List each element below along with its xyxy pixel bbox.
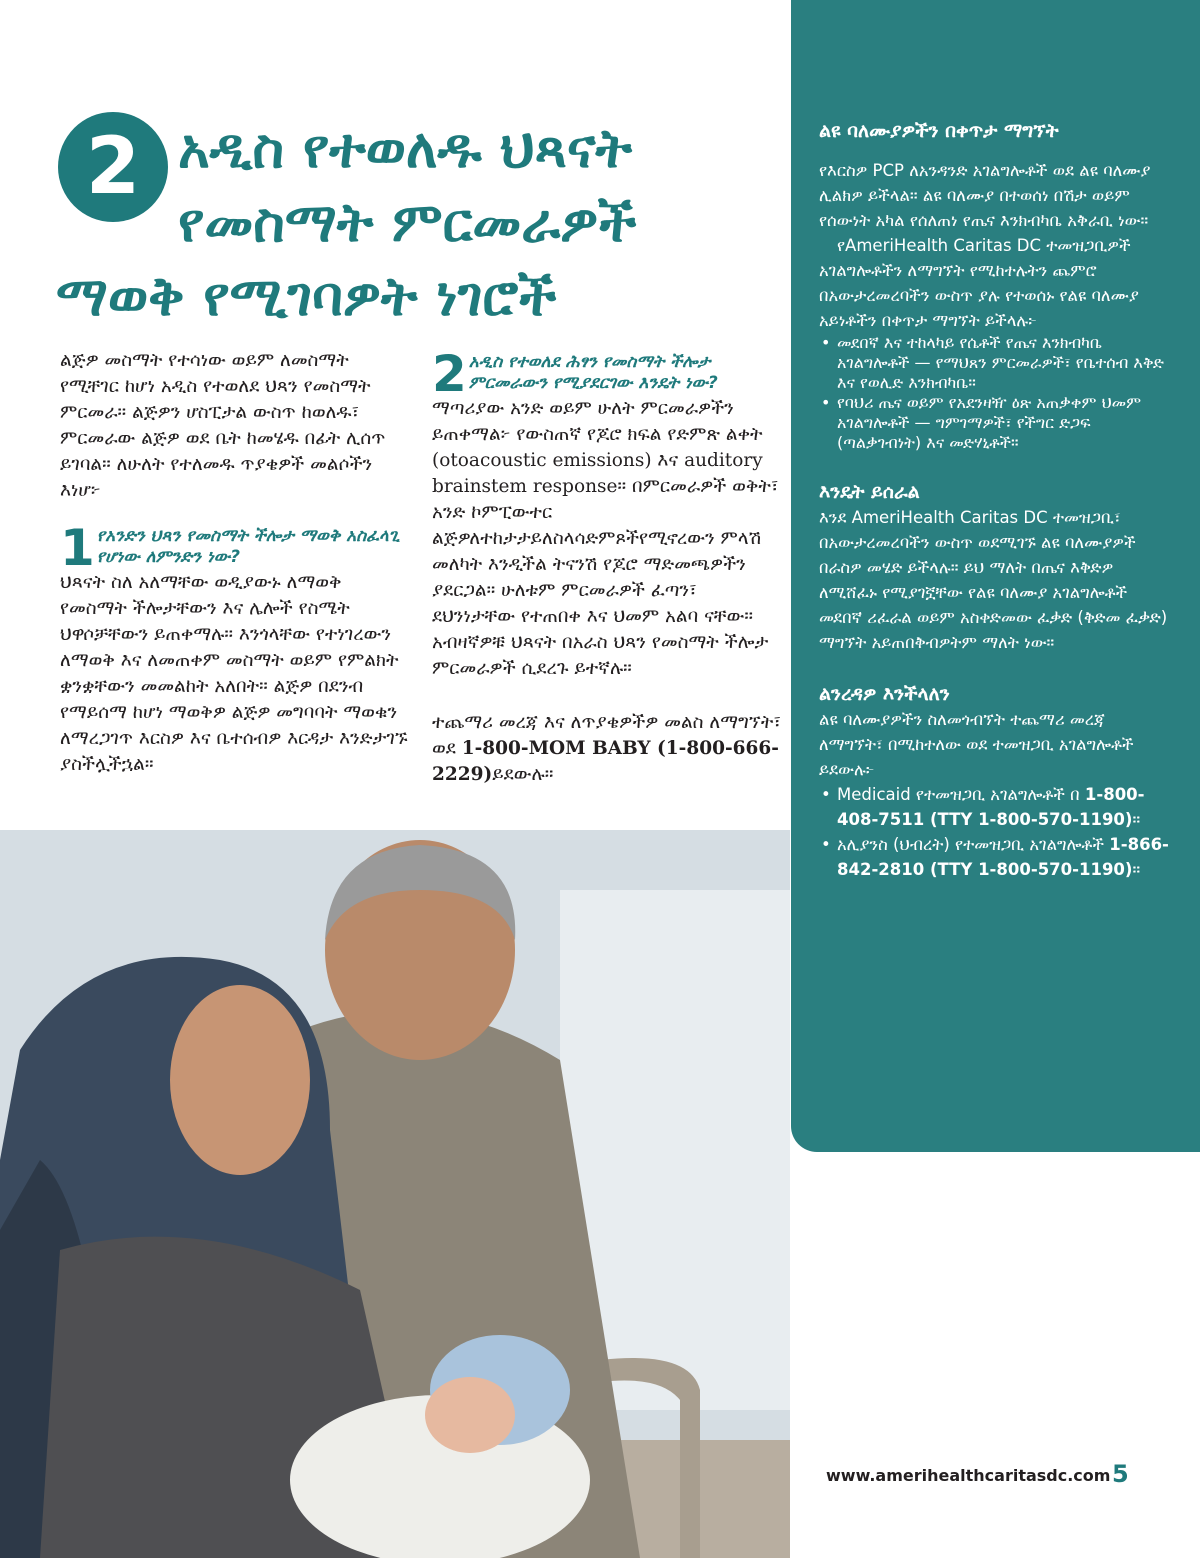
sidebar-section-we-can-help xyxy=(819,681,1173,882)
list-item xyxy=(819,832,1173,882)
article-column-1 xyxy=(60,348,412,778)
article-number-badge: 2 xyxy=(58,112,168,222)
family-newborn-photo xyxy=(0,830,790,1558)
specialist-types-list xyxy=(819,333,1173,453)
sidebar-heading-how-it-works: እንዴት ይሰራል xyxy=(819,481,920,503)
sidebar-heading-direct-access: ልዩ ባለሙያዎችን በቀጥታ ማግኘት xyxy=(819,120,1059,142)
question-2-number: 2 xyxy=(432,345,467,403)
list-item xyxy=(819,782,1173,832)
medicaid-phone-link[interactable]: 1-800-408-7511 (TTY 1-800-570-1190) xyxy=(837,785,1145,829)
member-services-contacts xyxy=(819,782,1173,882)
question-2-text: አዲስ የተወለደ ሕፃን የመስማት ችሎታ ምርመራውን የሚያደርገው እንዴት ነው? xyxy=(468,352,718,393)
medicaid-contact-label: Medicaid የተመዝጋቢ አገልግሎቶች በ xyxy=(837,785,1085,804)
question-2-heading xyxy=(432,345,784,403)
sidebar-members-text: የAmeriHealth Caritas DC ተመዝጋቢዎች አገልግሎቶችን ለማግኘት የሚከተሉትን ጨምሮ በአውታረመረባችን ውስጥ ያሉ የተወሰኑ የልዩ ባለሙያ አይነቶችን በቀጥታ ማግኘት ይችላሉ፦ xyxy=(819,236,1139,330)
sidebar-section-how-it-works xyxy=(819,479,1173,655)
list-item: • መደበኛ እና ተከላካይ የሴቶች የጤና እንክብካቤ አገልግሎቶች — የማህጸን ምርመራዎች፣ የቤተሰብ እቅድ እና የወሊድ እንክብካቤ። xyxy=(819,333,1173,393)
question-1-answer: ህጻናት ስለ አለማቸው ወዲያውኑ ለማወቅ የመስማት ችሎታቸውን እና ሌሎች የስሜት ህዋሶቻቸውን ይጠቀማሉ። እንጎላቸው የተነገረውን ለማወቅ እና ለመጠቀም መስማት ወይም የምልክት ቋንቋቸውን መመልከት አለበት። ልጅዎ በደንብ የማይሰማ ከሆነ ማወቅዎ ልጅዎ መግባባት ማወቁን ለማረጋገጥ እርስዎ እና ቤተሰብዎ እርዳታ እንድታገኙ ያስችሏችኋል። xyxy=(60,572,408,775)
list-item: • የባህሪ ጤና ወይም የአደንዛዥ ዕጽ አጠቃቀም ህመም አገልግሎቶች — ግምገማዎች፣ የችግር ድጋፍ (ጣልቃገብነት) እና መድሃኒቶች። xyxy=(819,393,1173,453)
intro-paragraph: ልጅዎ መስማት የተሳነው ወይም ለመስማት የሚቸገር ከሆነ አዲስ የተወለደ ህጻን የመስማት ምርመራ። ልጅዎን ሆስፒታል ውስጥ ከወለዱ፣ ምርመራው ልጅዎ ወደ ቤት ከመሄዱ በፊት ሊሰጥ ይገባል። ለሁለት የተለመዱ ጥያቄዎች መልሶችን እነሆ፦ xyxy=(60,350,386,501)
sidebar-how-it-works-text: እንደ AmeriHealth Caritas DC ተመዝጋቢ፣ በአውታረመረባችን ውስጥ ወደሚገኙ ልዩ ባለሙያዎች በራስዎ መሄድ ይችላሉ። ይህ ማለት በጤና እቅድዎ ለሚሸፈኑ የሚያገኟቸው የልዩ ባለሙያ አገልግሎቶች መደበኛ ሪፈራል ወይም አስቀድመው ፈቃድ (ቅድመ ፈቃድ) ማግኘት አይጠበቅብዎትም ማለት ነው። xyxy=(819,508,1168,652)
website-url-link[interactable]: www.amerihealthcaritasdc.com xyxy=(826,1466,1111,1485)
question-1-text: የአንድን ህጻን የመስማት ችሎታ ማወቅ አስፈላጊ የሆነው ለምንድን ነው? xyxy=(96,526,400,567)
sidebar-section-direct-access xyxy=(819,118,1173,453)
more-info-prefix: ተጨማሪ መረጃ እና ለጥያቄዎችዎ መልስ ለማግኘት፣ ወደ xyxy=(432,712,781,759)
photo-illustration xyxy=(0,830,790,1558)
title-line-3: ማወቅ የሚገባዎት ነገሮች xyxy=(56,265,557,328)
title-line-2: የመስማት ምርመራዎች xyxy=(178,191,637,254)
sidebar-content xyxy=(819,118,1173,882)
more-info-suffix: ይደውሉ። xyxy=(492,764,554,785)
question-1-heading xyxy=(60,519,412,577)
sidebar-help-text: ልዩ ባለሙያዎችን ስለመጎብኘት ተጨማሪ መረጃ ለማግኘት፣ በሚከተለው ወደ ተመዝጋቢ አገልግሎቶች ይደውሉ፦ xyxy=(819,710,1134,779)
question-1-number: 1 xyxy=(60,519,95,577)
sidebar-heading-we-can-help: ልንረዳዎ እንችላለን xyxy=(819,683,950,705)
title-line-1: አዲስ የተወለዱ ህጻናት xyxy=(178,117,632,180)
article-column-2 xyxy=(432,345,784,788)
mom-baby-phone-link[interactable]: 1-800-MOM BABY (1-800-666-2229) xyxy=(432,738,779,785)
alliance-contact-label: አሊያንስ (ህብረት) የተመዝጋቢ አገልግሎቶች xyxy=(837,835,1110,854)
medicaid-contact-suffix: ። xyxy=(1132,810,1141,829)
specialist-access-sidebar xyxy=(791,0,1200,1152)
alliance-phone-link[interactable]: 1-866-842-2810 (TTY 1-800-570-1190) xyxy=(837,835,1169,879)
more-info-paragraph xyxy=(432,710,784,788)
sidebar-pcp-text: የእርስዎ PCP ለአንዳንድ አገልግሎቶች ወደ ልዩ ባለሙያ ሊልክዎ ይችላል። ልዩ ባለሙያ በተወሰነ በሽታ ወይም የሰውነት አካል የሰለጠነ የጤና እንክብካቤ አቅራቢ ነው። xyxy=(819,161,1151,230)
page-number: 5 xyxy=(1112,1460,1129,1488)
page-title xyxy=(56,112,776,334)
alliance-contact-suffix: ። xyxy=(1132,860,1141,879)
question-2-answer: ማጣሪያው አንድ ወይም ሁለት ምርመራዎችን ይጠቀማል፦ የውስጠኛ የጆሮ ክፍል የድምጽ ልቀት (otoacoustic emissions) እና auditory brainstem response። በምርመራዎች ወቅት፣ አንድ ኮምፒውተር ልጅዎለተከታታይለስላሳድምጾችየሚኖረውን ምላሽ መለካት እንዲችል ትናንሽ የጆሮ ማድመጫዎችን ያደርጋል። ሁለቱም ምርመራዎች ፈጣን፣ ደህንነታቸው የተጠበቀ እና ህመም አልባ ናቸው። አብዛኛዎቹ ህጻናት በአራስ ህጻን የመስማት ችሎታ ምርመራዎች ሲደረጉ ይተኛሉ። xyxy=(432,398,779,679)
